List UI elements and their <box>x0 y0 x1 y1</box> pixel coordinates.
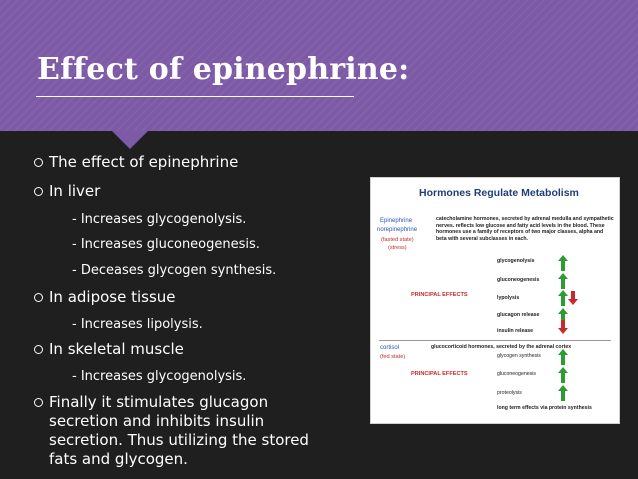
up-arrow-icon <box>561 354 565 365</box>
bullet-item <box>34 182 100 201</box>
sub-item: - Increases gluconeogenesis. <box>72 237 260 252</box>
effect-lypolysis: lypolysis <box>497 295 520 301</box>
down-arrow-icon <box>561 320 565 329</box>
bullet-text: The effect of epinephrine <box>49 153 239 171</box>
up-arrow-icon <box>561 260 565 271</box>
figure-title: Hormones Regulate Metabolism <box>419 187 579 199</box>
bullet-text: In adipose tissue <box>49 288 176 306</box>
stress-label: (stress) <box>388 245 407 251</box>
bullet-text: In liver <box>49 182 101 200</box>
bullet-text: In skeletal muscle <box>49 340 184 358</box>
effect-glucagon-release: glucagon release <box>497 312 540 318</box>
catecholamine-text: catecholamine hormones, secreted by adrenal medulla and sympathetic nerves. reflects low glucose and fatty acid levels in the blood. These hormones use a family of receptors of two major classes, alpha and beta with several subclasses in each. <box>436 216 614 242</box>
sub-item: - Increases glycogenolysis. <box>72 369 247 384</box>
fed-state-label: (fed state) <box>380 354 406 360</box>
bullet-ring-icon <box>34 187 43 196</box>
bullet-item <box>34 288 176 307</box>
bullet-item <box>34 393 339 469</box>
effect-glycogenolysis: glycogenolysis <box>497 258 535 264</box>
cortisol-label: cortisol <box>380 345 400 351</box>
effect-glycogen-synthesis: glycogen synthesis <box>497 353 541 359</box>
up-arrow-icon <box>561 372 565 383</box>
effect-gluconeogenesis-2: gluconeogenesis <box>497 371 536 377</box>
sub-item: - Increases lipolysis. <box>72 317 203 332</box>
norepinephrine-label: norepinephrine <box>377 227 418 233</box>
header-notch <box>112 131 148 149</box>
down-arrow-icon <box>571 291 575 300</box>
glucocorticoid-text: glucocorticoid hormones, secreted by the adrenal cortex <box>431 344 572 350</box>
up-arrow-icon <box>561 278 565 289</box>
long-term-text: long term effects via protein synthesis <box>497 405 592 411</box>
epinephrine-label: Epinephrine <box>380 218 413 224</box>
metabolism-figure <box>370 177 620 424</box>
bullet-ring-icon <box>34 293 43 302</box>
effect-proteolysis: proteolysis <box>497 390 522 396</box>
up-arrow-icon <box>561 295 565 306</box>
effect-gluconeogenesis: gluconeogenesis <box>497 277 540 283</box>
slide-header <box>0 0 638 131</box>
principal-effects-label-2: PRINCIPAL EFFECTS <box>411 371 468 377</box>
fasted-state-label: (fasted state) <box>381 237 414 243</box>
bullet-ring-icon <box>34 158 43 167</box>
sub-item: - Increases glycogenolysis. <box>72 212 247 227</box>
bullet-ring-icon <box>34 398 43 407</box>
bullet-item <box>34 340 184 359</box>
bullet-text: Finally it stimulates glucagon secretion and inhibits insulin secretion. Thus utilizing the stored fats and glycogen. <box>49 393 309 468</box>
bullet-item <box>34 153 238 172</box>
slide-title: Effect of epinephrine: <box>37 52 410 87</box>
up-arrow-icon <box>561 390 565 401</box>
sub-item: - Deceases glycogen synthesis. <box>72 263 277 278</box>
title-underline <box>36 96 354 97</box>
effect-insulin-release: insulin release <box>497 328 534 334</box>
bullet-ring-icon <box>34 345 43 354</box>
principal-effects-label: PRINCIPAL EFFECTS <box>411 292 468 298</box>
divider-line <box>379 340 611 341</box>
